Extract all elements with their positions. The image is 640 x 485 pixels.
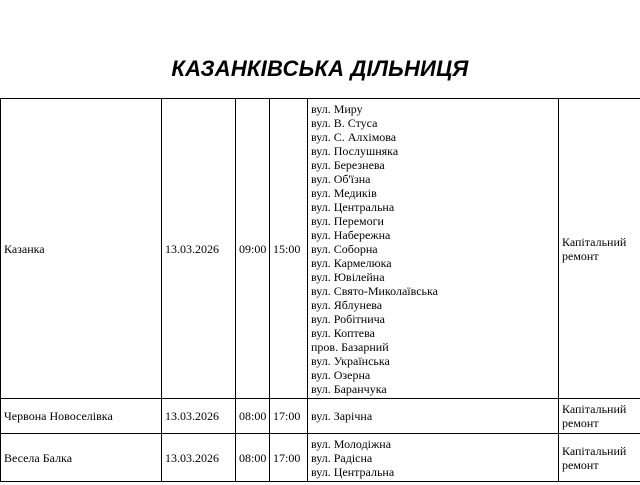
street-item: вул. В. Стуса bbox=[311, 115, 378, 130]
street-item: вул. Соборна bbox=[311, 241, 378, 256]
work-type-line: Капітальний bbox=[562, 443, 627, 458]
street-item: вул. Послушняка bbox=[311, 143, 399, 158]
street-item: вул. Набережна bbox=[311, 227, 391, 242]
work-type-line: ремонт bbox=[562, 457, 599, 472]
settlement-cell: Червона Новоселівка bbox=[1, 399, 162, 434]
end-time-cell: 17:00 bbox=[270, 399, 308, 434]
end-time-cell: 17:00 bbox=[270, 434, 308, 482]
street-item: вул. Баранчука bbox=[311, 381, 387, 396]
table-row bbox=[1, 399, 640, 434]
street-item: вул. Зарічна bbox=[311, 409, 373, 423]
street-item: вул. Миру bbox=[311, 101, 363, 116]
page-title: КАЗАНКІВСЬКА ДІЛЬНИЦЯ bbox=[171, 56, 469, 81]
streets-cell bbox=[308, 399, 559, 434]
work-type-line: ремонт bbox=[562, 248, 599, 263]
work-type-line: Капітальний bbox=[562, 234, 627, 249]
start-time-cell: 08:00 bbox=[236, 434, 270, 482]
work-type-cell bbox=[559, 99, 640, 399]
date-cell: 13.03.2026 bbox=[162, 399, 236, 434]
work-type-line: Капітальний bbox=[562, 402, 627, 416]
end-time-cell: 15:00 bbox=[270, 99, 308, 399]
street-item: вул. Об'їзна bbox=[311, 171, 371, 186]
table-row bbox=[1, 99, 640, 399]
street-item: вул. Яблунева bbox=[311, 297, 383, 312]
start-time-cell: 09:00 bbox=[236, 99, 270, 399]
work-type-cell bbox=[559, 434, 640, 482]
start-time-cell: 08:00 bbox=[236, 399, 270, 434]
street-item: вул. Молодіжна bbox=[311, 436, 392, 451]
street-item: вул. Коптева bbox=[311, 325, 375, 340]
street-item: вул. Ювілейна bbox=[311, 269, 385, 284]
street-item: вул. Робітнича bbox=[311, 311, 385, 326]
streets-cell bbox=[308, 434, 559, 482]
outage-schedule-table bbox=[0, 98, 640, 482]
date-cell: 13.03.2026 bbox=[162, 99, 236, 399]
streets-cell bbox=[308, 99, 559, 399]
street-item: вул. Центральна bbox=[311, 199, 395, 214]
work-type-cell bbox=[559, 399, 640, 434]
table-row bbox=[1, 434, 640, 482]
street-item: вул. Березнева bbox=[311, 157, 385, 172]
street-item: вул. Свято-Миколаївська bbox=[311, 283, 439, 298]
street-item: вул. С. Алхімова bbox=[311, 129, 397, 144]
street-item: вул. Українська bbox=[311, 353, 390, 368]
street-item: вул. Кармелюка bbox=[311, 255, 392, 270]
street-item: вул. Перемоги bbox=[311, 213, 384, 228]
settlement-cell: Казанка bbox=[1, 99, 162, 399]
street-item: вул. Озерна bbox=[311, 367, 371, 382]
street-item: вул. Центральна bbox=[311, 464, 395, 479]
settlement-cell: Весела Балка bbox=[1, 434, 162, 482]
street-item: вул. Радісна bbox=[311, 450, 373, 465]
street-item: вул. Медиків bbox=[311, 185, 377, 200]
date-cell: 13.03.2026 bbox=[162, 434, 236, 482]
work-type-line: ремонт bbox=[562, 416, 599, 430]
street-item: пров. Базарний bbox=[311, 339, 389, 354]
